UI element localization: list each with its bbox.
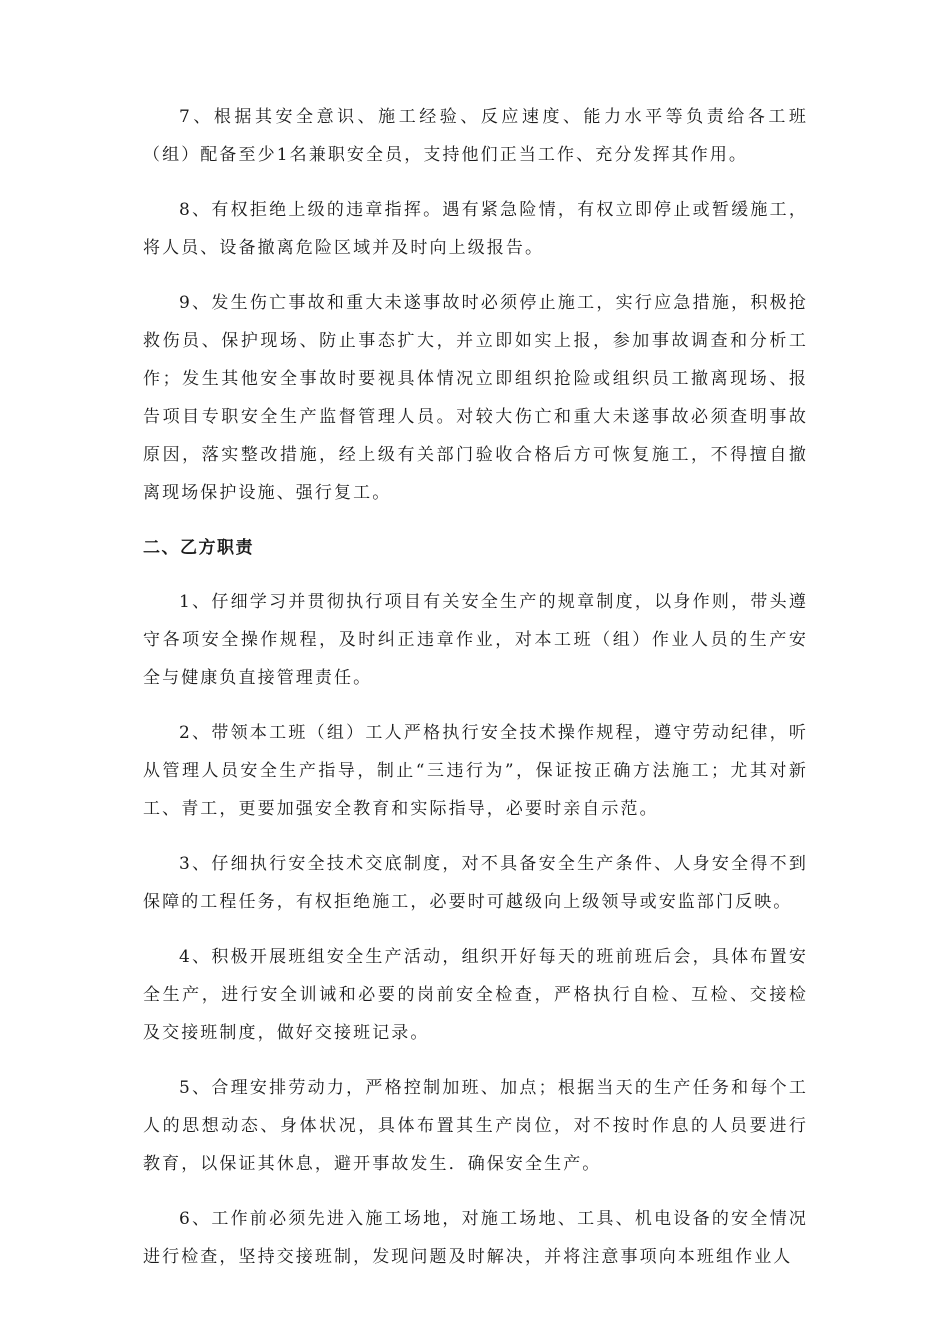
clause-b-6: 6、工作前必须先进入施工场地，对施工场地、工具、机电设备的安全情况进行检查，坚持交接班制，发现问题及时解决，并将注意事项向本班组作业人 xyxy=(143,1209,808,1267)
clause-a-9: 9、发生伤亡事故和重大未遂事故时必须停止施工，实行应急措施，积极抢救伤员、保护现场、防止事态扩大，并立即如实上报，参加事故调查和分析工作；发生其他安全事故时要视具体情况立即组织抢险或组织员工撤离现场、报告项目专职安全生产监督管理人员。对较大伤亡和重大未遂事故必须查明事故原因，落实整改措施，经上级有关部门验收合格后方可恢复施工，不得擅自撤离现场保护设施、强行复工。 xyxy=(143,293,808,503)
clause-a-7: 7、根据其安全意识、施工经验、反应速度、能力水平等负责给各工班（组）配备至少1名兼职安全员，支持他们正当工作、充分发挥其作用。 xyxy=(143,107,808,165)
clause-b-2: 2、带领本工班（组）工人严格执行安全技术操作规程，遵守劳动纪律，听从管理人员安全生产指导，制止“三违行为”，保证按正确方法施工；尤其对新工、青工，更要加强安全教育和实际指导，必要时亲自示范。 xyxy=(143,723,808,819)
clause-b-3: 3、仔细执行安全技术交底制度，对不具备安全生产条件、人身安全得不到保障的工程任务，有权拒绝施工，必要时可越级向上级领导或安监部门反映。 xyxy=(143,854,808,912)
clause-b-5: 5、合理安排劳动力，严格控制加班、加点；根据当天的生产任务和每个工人的思想动态、身体状况，具体布置其生产岗位，对不按时作息的人员要进行教育，以保证其休息，避开事故发生．确保安全生产。 xyxy=(143,1078,808,1174)
document-body xyxy=(143,98,808,1293)
section-heading-party-b: 二、乙方职责 xyxy=(143,538,254,558)
clause-b-4: 4、积极开展班组安全生产活动，组织开好每天的班前班后会，具体布置安全生产，进行安全训诫和必要的岗前安全检查，严格执行自检、互检、交接检及交接班制度，做好交接班记录。 xyxy=(143,947,808,1043)
clause-a-8: 8、有权拒绝上级的违章指挥。遇有紧急险情，有权立即停止或暂缓施工，将人员、设备撤离危险区域并及时向上级报告。 xyxy=(143,200,808,258)
clause-b-1: 1、仔细学习并贯彻执行项目有关安全生产的规章制度，以身作则，带头遵守各项安全操作规程，及时纠正违章作业，对本工班（组）作业人员的生产安全与健康负直接管理责任。 xyxy=(143,592,808,688)
